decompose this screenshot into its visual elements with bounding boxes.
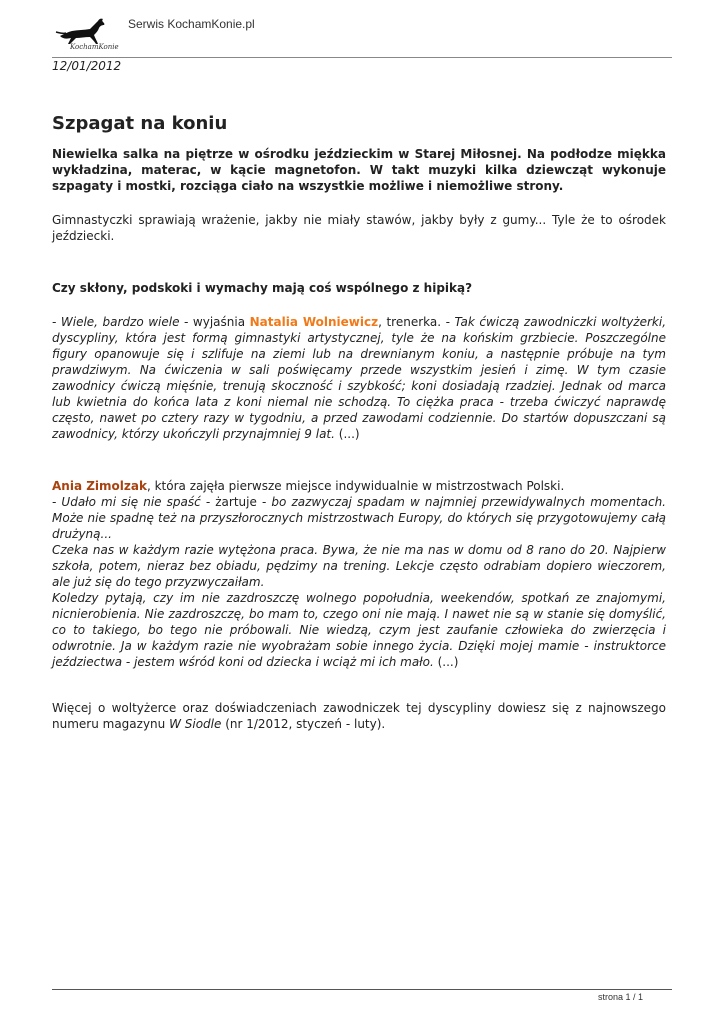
plain-text: Więcej o woltyżerce oraz doświadczeniach zawodniczek tej dyscypliny dowiesz się z najnowszego numeru magazynu (52, 701, 666, 731)
plain-text: , która zajęła pierwsze miejsce indywidualnie w mistrzostwach Polski. (146, 479, 565, 493)
quote-start: - Udało mi się nie spaść - (52, 495, 211, 509)
logo-text: KochamKonie (70, 43, 119, 51)
horse-logo-icon (52, 14, 122, 46)
paragraph-more-info (52, 700, 666, 732)
paragraph-ania (52, 478, 666, 670)
plain-text: , trenerka. (378, 315, 446, 329)
site-name[interactable]: Serwis KochamKonie.pl (128, 17, 255, 31)
paragraph-gymnasts: Gimnastyczki sprawiają wrażenie, jakby nie miały stawów, jakby były z gumy... Tyle że to ośrodek jeździecki. (52, 213, 666, 243)
quote-body: Koledzy pytają, czy im nie zazdroszczę wolnego popołudnia, weekendów, spotkań ze znajomymi, nicnierobienia. Nie zazdroszczę, bo mam to, czego oni nie mają. I nawet nie są w stanie się domyślić, co to takiego, bo tego nie próbowali. Nie wiedzą, czym jest zaufanie człowieka do zwierzęcia i odwrotnie. Ja w każdym razie nie wyobrażam sobie innego życia. Dzięki mojej mamie - instruktorce jeździectwa - jestem wśród koni od dziecka i wciąż mi ich mało. (52, 591, 666, 669)
question-heading: Czy skłony, podskoki i wymachy mają coś wspólnego z hipiką? (52, 281, 473, 295)
ellipsis: (...) (334, 427, 360, 441)
quote-body: - Tak ćwiczą zawodniczki woltyżerki, dyscypliny, która jest formą gimnastyki artystycznej, tyle że na końskim grzbiecie. Poszczególne figury opanowuje się i szlifuje na ziemi lub na drewnianym koniu, a następnie próbuje na tym prawdziwym. Na ćwiczenia w sali poświęcamy przede wszystkim jesień i zimę. W tym czasie zawodnicy ćwiczą mięśnie, trenują skoczność i szybkość; koni dosiadają rzadziej. Jednak od marca lub kwietnia do końca lata z koni niemal nie schodzą. To ciężka praca - trzeba ćwiczyć naprawdę często, nawet po cztery razy w tygodniu, a przed zawodami codziennie. Do startów dopuszczani są zawodnicy, którzy ukończyli przynajmniej 9 lat. (52, 315, 667, 441)
publish-date: 12/01/2012 (52, 59, 122, 73)
footer-divider (52, 989, 672, 990)
plain-text: (nr 1/2012, styczeń - luty). (221, 717, 386, 731)
site-logo[interactable] (52, 14, 122, 60)
person-link-ania[interactable]: Ania Zimolzak (52, 479, 147, 493)
quote-body: bo zazwyczaj spadam w najmniej przewidywalnych momentach. Może nie spadnę też na przyszłorocznych mistrzostwach Europy, do których się przygotowujemy całą drużyną... (52, 495, 666, 541)
paragraph-trainer (52, 314, 666, 442)
quote-body: Czeka nas w każdym razie wytężona praca. Bywa, że nie ma nas w domu od 8 rano do 20. Najpierw szkoła, potem, nieraz bez obiadu, pędzimy na trening. Lekcje często odrabiam dopiero wieczorem, ale już się do tego przyzwyczaiłam. (52, 543, 666, 589)
header-divider (52, 57, 672, 58)
magazine-name: W Siodle (169, 717, 222, 731)
page-header (52, 12, 672, 60)
person-link-natalia[interactable]: Natalia Wolniewicz (249, 315, 379, 329)
page-number: strona 1 / 1 (597, 992, 643, 1002)
ellipsis: (...) (433, 655, 459, 669)
article-lead: Niewielka salka na piętrze w ośrodku jeździeckim w Starej Miłosnej. Na podłodze miękka wykładzina, materac, w kącie magnetofon. W takt muzyki kilka dziewcząt wykonuje szpagaty i mostki, rozciąga ciało na wszystkie możliwe i niemożliwe strony. (52, 147, 666, 193)
plain-text: żartuje - (210, 495, 272, 509)
article-title: Szpagat na koniu (52, 113, 228, 134)
article (52, 112, 666, 732)
plain-text: wyjaśnia (188, 315, 250, 329)
quote-start: - Wiele, bardzo wiele - (52, 315, 189, 329)
